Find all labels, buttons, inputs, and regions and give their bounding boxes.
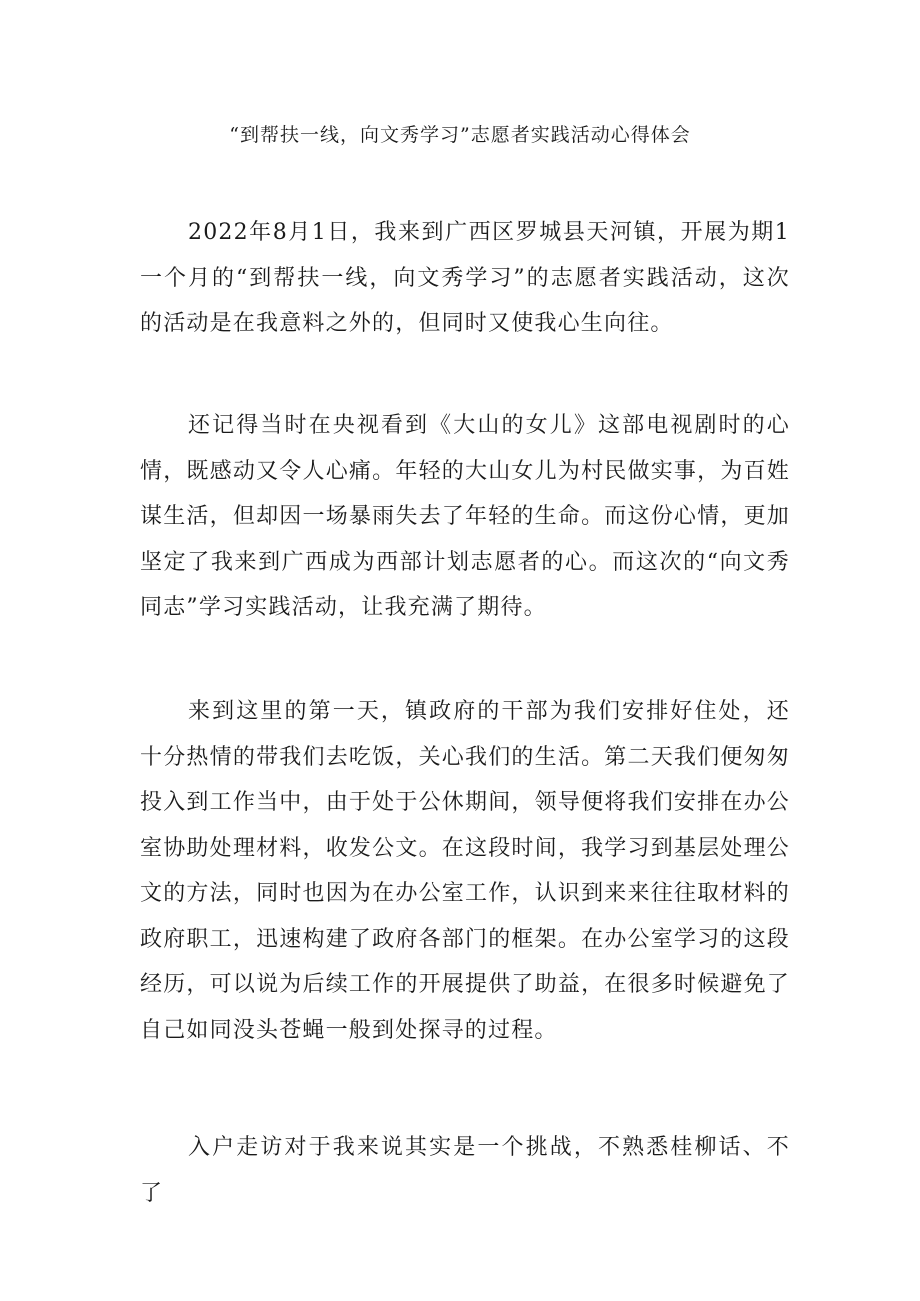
paragraph-1: 2022年8月1日，我来到广西区罗城县天河镇，开展为期1一个月的“到帮扶一线，向文秀学习”的志愿者实践活动，这次的活动是在我意料之外的，但同时又使我心生向往。 — [140, 220, 790, 336]
document-title: “到帮扶一线，向文秀学习”志愿者实践活动心得体会 — [229, 124, 691, 146]
paragraph-2: 还记得当时在央视看到《大山的女儿》这部电视剧时的心情，既感动又令人心痛。年轻的大山女儿为村民做实事，为百姓谋生活，但却因一场暴雨失去了年轻的生命。而这份心情，更加坚定了我来到广西成为西部计划志愿者的心。而这次的“向文秀同志”学习实践活动，让我充满了期待。 — [140, 413, 790, 620]
paragraph-3: 来到这里的第一天，镇政府的干部为我们安排好住处，还十分热情的带我们去吃饭，关心我们的生活。第二天我们便匆匆投入到工作当中，由于处于公休期间，领导便将我们安排在办公室协助处理材料，收发公文。在这段时间，我学习到基层处理公文的方法，同时也因为在办公室工作，认识到来来往往取材料的政府职工，迅速构建了政府各部门的框架。在办公室学习的这段经历，可以说为后续工作的开展提供了助益，在很多时候避免了自己如同没头苍蝇一般到处探寻的过程。 — [140, 699, 790, 1043]
paragraph-4: 入户走访对于我来说其实是一个挑战，不熟悉桂柳话、不了 — [140, 1135, 790, 1206]
